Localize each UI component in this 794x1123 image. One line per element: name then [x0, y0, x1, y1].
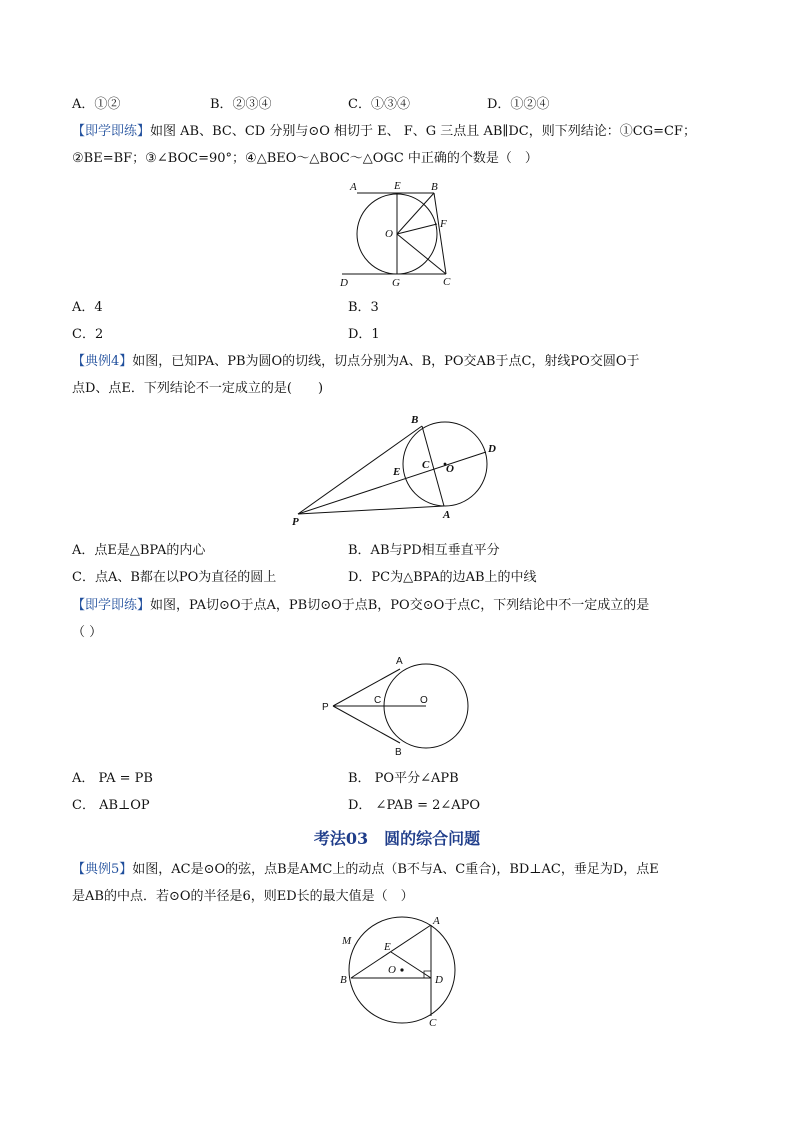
label-c: C	[374, 695, 382, 706]
label-d: D	[488, 443, 496, 455]
option-a: A．①②	[72, 97, 121, 112]
example5-text1: 如图，AC是⊙O的弦，点B是AMC上的动点（B不与A、C重合)，BD⊥AC，垂足为D，点E	[132, 862, 659, 877]
example4-text1: 如图，已知PA、PB为圆O的切线，切点分别为A、B，PO交AB于点C，射线PO交圆O于	[132, 354, 640, 369]
practice2-question-line2: （ ）	[72, 625, 103, 640]
example4-question-line1	[72, 352, 639, 372]
label-m: M	[342, 935, 352, 947]
label-b: B	[431, 181, 438, 193]
segment-of	[397, 224, 437, 234]
segment-ob	[397, 193, 434, 234]
example4-option-a: A．点E是△BPA的内心	[72, 543, 206, 558]
practice2-option-d: D． ∠PAB = 2∠APO	[348, 798, 481, 813]
label-a: A	[350, 181, 357, 193]
label-f: F	[440, 218, 447, 230]
practice2-text1: 如图，PA切⊙O于点A，PB切⊙O于点B，PO交⊙O于点C，下列结论中不一定成立的是	[150, 598, 650, 613]
option-c: C．①③④	[348, 97, 410, 112]
example5-question-line2: 是AB的中点．若⊙O的半径是6，则ED长的最大值是（ ）	[72, 889, 414, 904]
tangent-pa	[333, 669, 400, 706]
ray-pd	[298, 452, 486, 514]
practice2-tag: 【即学即练】	[72, 598, 151, 613]
label-a: A	[433, 915, 440, 927]
example4-question-line2: 点D、点E．下列结论不一定成立的是( )	[72, 381, 324, 396]
practice2-figure	[316, 650, 480, 762]
label-b: B	[395, 747, 402, 758]
example4-option-c: C．点A、B都在以PO为直径的圆上	[72, 570, 277, 585]
practice1-question-line1	[72, 122, 696, 142]
practice1-text1: 如图 AB、BC、CD 分别与⊙O 相切于 E、 F、G 三点且 AB∥DC，则下列结论：①CG=CF；	[150, 124, 696, 139]
label-d: D	[435, 974, 443, 986]
example4-figure	[286, 408, 504, 530]
label-p: P	[292, 516, 299, 528]
label-o: O	[420, 695, 428, 706]
label-c: C	[443, 276, 451, 288]
practice1-tag: 【即学即练】	[72, 124, 151, 139]
practice1-figure	[330, 176, 470, 292]
practice1-option-b: B．3	[348, 300, 379, 315]
example5-tag: 【典例5】	[72, 862, 133, 877]
option-d: D．①②④	[487, 97, 550, 112]
example4-option-d: D．PC为△BPA的边AB上的中线	[348, 570, 537, 585]
option-b: B．②③④	[210, 97, 272, 112]
practice2-option-b: B． PO平分∠APB	[348, 771, 459, 786]
practice2-option-c: C． AB⊥OP	[72, 798, 150, 813]
label-c: C	[429, 1017, 437, 1029]
example4-option-b: B．AB与PD相互垂直平分	[348, 543, 500, 558]
practice1-option-c: C．2	[72, 327, 104, 342]
practice1-question-line2: ②BE=BF；③∠BOC=90°；④△BEO～△BOC～△OGC 中正确的个数是（ ）	[72, 151, 538, 166]
tangent-pb	[333, 706, 400, 743]
label-a: A	[443, 509, 451, 521]
practice1-option-a: A．4	[72, 300, 103, 315]
label-b: B	[340, 974, 347, 986]
example5-question-line1	[72, 860, 659, 880]
label-e: E	[394, 180, 401, 192]
label-g: G	[392, 277, 400, 289]
segment-ed	[391, 952, 431, 978]
segment-bc	[434, 193, 446, 274]
label-c: C	[422, 459, 430, 471]
practice2-question-line1	[72, 596, 649, 616]
practice2-option-a: A． PA = PB	[72, 771, 153, 786]
label-e: E	[393, 466, 401, 478]
practice1-option-d: D．1	[348, 327, 380, 342]
label-o: O	[446, 463, 454, 475]
label-a: A	[396, 656, 403, 667]
example4-tag: 【典例4】	[72, 354, 133, 369]
segment-oc	[397, 234, 446, 274]
section-title: 考法03 圆的综合问题	[313, 829, 481, 848]
label-p: P	[322, 702, 329, 713]
label-e: E	[384, 941, 391, 953]
example5-figure	[336, 912, 466, 1030]
label-o: O	[385, 228, 393, 240]
label-d: D	[340, 277, 348, 289]
label-o: O	[388, 964, 396, 976]
label-b: B	[411, 414, 419, 426]
